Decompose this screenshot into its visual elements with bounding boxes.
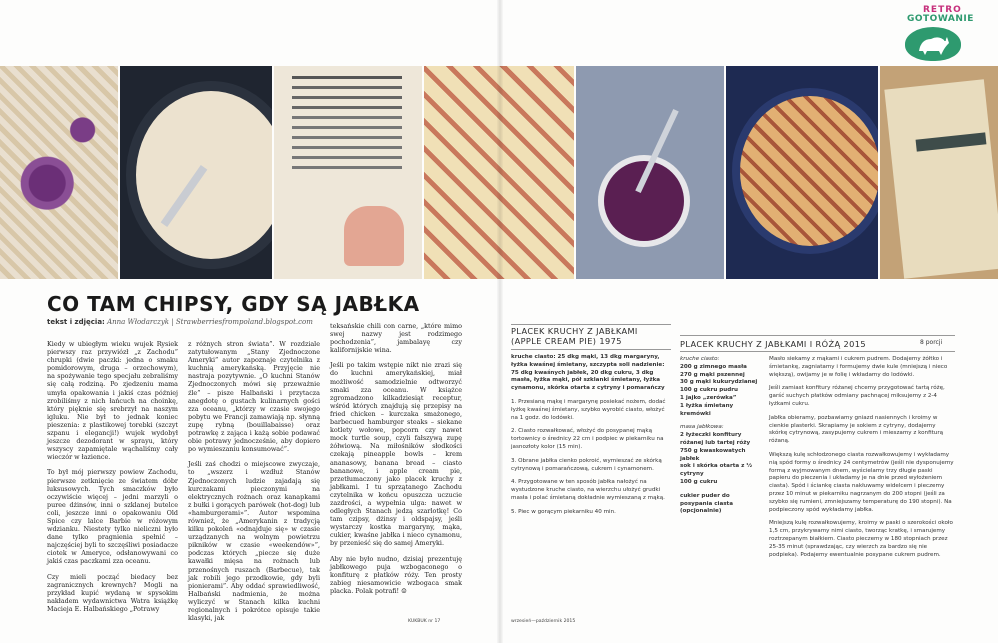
byline-author: Anna Włodarczyk | Strawberriesfrompoland.blogspot.com — [107, 318, 313, 326]
retro-cooking-badge — [905, 5, 974, 63]
ingredient-item: 270 g mąki pszennej — [680, 371, 745, 378]
recipe-1-step: 5. Piec w gorącym piekarniku 40 min. — [511, 508, 616, 515]
paragraph: Kiedy w ubiegłym wieku wujek Rysiek pierwszy raz przywiózł „z Zachodu” chrupki (dwie paczki: jedna o smaku pomidorowym, druga – orzechowym), na spożywanie tego specjału zebraliśmy się całą rodziną. Po zjedzeniu mama umyła opakowania i jakiś czas później zrobiliśmy z nich łańcuch na choinkę, który pięknie się srebrzył na naszym igluku. Nie był to jednak koniec pieszenia: z plastikowej torebki (szczyt szpanu i elegancji!) wujek wydobył jeszcze dezodorant w sprayu, który wszyscy zapamiętale wąchaliśmy cały wieczór w łazience. — [47, 340, 178, 462]
paragraph: Czy mieli począć biedacy bez zagranicznych krewnych? Mogli na przykład kupić wydaną w spysokim nakładem wydawnictwa Watra książkę Macieja E. Halbańskiego „Potrawy — [47, 572, 178, 613]
paragraph: z różnych stron świata”. W rozdziale zatytułowanym „Stany Zjednoczone Ameryki” autor zapoznaje czytelnika z kuchnią amerykańską. Przyjęcie nie nastraja pozytywnie. „O kuchni Stanów Zjednoczonych mówi się przeważnie źle” – pisze Halbański i przytacza anegdotę o gustach kulinarnych gości zza oceanu, „którzy w czasie swojego pobytu we Francji zamawiają np. słynną zupę rybną (bouillabaisse) oraz potrawkę z zająca i każą sobie podawać obie potrawy jednocześnie, aby dopiero po wymieszaniu konsumować”. — [188, 340, 320, 454]
recipe-2-method — [769, 356, 955, 565]
article-title: CO TAM CHIPSY, GDY SĄ JABŁKA — [47, 292, 420, 316]
ingredient-item: 1 łyżka śmietany kremówki — [680, 402, 734, 417]
paragraph: Jeśli po takim wstępie nikt nie zrazi się do kuchni amerykańskiej, miał możliwość samodzielnie odtworzyć smaki zza oceanu. W książce zgromadzono kilkadziesiąt receptur, wśród których znajdują się przepisy na fried chicken – kurczaka smażonego, barbecued hamburger steaks – siekane kotlety wołowe, popcorn czy nawet mock turtle soup, czyli fałszywą zupę żółwiową. Na miłośników słodkości czekają pineapple bowls – krem ananasowy, banana bread – ciasto bananowe, i apple cream pie, przetłumaczony jako placek kruchy z jabłkami. I tu sprzątanego Zachodu czytelnika w końcu opuszcza uczucie zazdrości, a wypełnia ulga: nawet w odległych Stanach jedzą szarlotkę! Co tam czipsy, dżinsy i oldspajsy, jeśli wystarczy kostka margaryny, mąka, cukier, kwaśne jabłka i nieco cynamonu, by przenieść się do samej Ameryki. — [330, 361, 462, 548]
byline-label: tekst i zdjęcia: — [47, 318, 105, 326]
recipe-1-step: 2. Ciasto rozwałkować, włożyć do posypanej mąką tortownicy o średnicy 22 cm i podpiec w piekarniku na jasnozłoty kolor (15 min). — [511, 428, 664, 450]
paragraph: teksańskie chili con carne, „które mimo swej nazwy jest rodzimego pochodzenia”, jambalayę czy kalifornijskie wina. — [330, 322, 462, 355]
ingredient-item: 100 g cukru — [680, 478, 718, 485]
paragraph: Aby nie było nudno, dzisiaj prezentuję jabłkowego puja wzbogaconego o konfiturę z płatków róży. Ten prosty zabieg niesamowicie wzbogaca smak placka. Polak potrafi! ☺ — [330, 554, 462, 595]
photo-baked-pie — [726, 66, 878, 279]
recipe-2-rule — [680, 351, 955, 352]
recipe-1-body — [511, 354, 669, 523]
ingredient-item: 200 g zimnego masła — [680, 363, 747, 370]
ingredient-item: cukier puder do posypania ciasta (opcjonalnie) — [680, 492, 734, 515]
recipe-1-title — [511, 326, 671, 346]
recipe-1-step: 1. Przesianą mąkę i margarynę posiekać nożem, dodać łyżkę kwaśnej śmietany, szybko wyrobić ciasto, włożyć na 1 godz. do lodówki. — [511, 398, 666, 421]
recipe-1-step: 3. Obrane jabłka cienko pokroić, wymieszać ze skórką cytrynową i pomarańczową, cukrem i cynamonem. — [511, 457, 662, 472]
article-column-3 — [330, 322, 462, 602]
recipe-2-servings: 8 porcji — [920, 339, 943, 346]
recipe-1-step: 4. Przygotowane w ten sposób jabłka nałożyć na wystudzone kruche ciasto, na wierzchu ułożyć grudki masła i polać śmietaną dokładnie wymieszaną z mąką. — [511, 479, 665, 501]
paragraph: Jeśli zaś chodzi o miejscowe zwyczaje, to „wszerz i wzdłuż Stanów Zjednoczonych ludzie zajadają się kurczakami pieczonymi na elektrycznych rożnach oraz kanapkami z bułki i gorących parówek (hot-dog) lub «hamburgerami»”. Autor wspomina również, że „Amerykanin z tradycją kilku pokoleń «odnajduje się» w czasie urządzanych na wolnym powietrzu pikników w czasie «weekendów»”, podczas których „piecze się duże kawałki mięsa na rożnach lub przenośnych ruszach (Barbecue), tak jak robili jego przodkowie, gdy byli pionierami”. Aby oddać sprawiedliwość, Halbański nadmienia, że można wyliczyć w Stanach kilka kuchni regionalnych i pokrótce opisuje takie klasyki, jak — [188, 460, 320, 623]
photo-butter-sugar-roses — [0, 66, 118, 279]
byline — [47, 318, 313, 326]
ingredient-group-label: masa jabłkowa: — [680, 424, 724, 431]
recipe-2-step: Mniejszą kulę rozwałkowujemy, kroimy w paski o szerokości około 1,5 cm, przykrywamy nimi ciasto, tworząc kratkę, i smarujemy roztrzepanym białkiem. Ciasto pieczemy w 180 stopniach przez 25-35 minut (sprawdzając, czy wierzch za bardzo się nie podpieka). Podajemy ewentualnie posypane cukrem pudrem. — [769, 520, 953, 558]
recipe-2-step: Większą kulę schłodzonego ciasta rozwałkowujemy i wykładamy nią spód formy o średnicy 24 centymetrów (jeśli nie dysponujemy formą z wyjmowanym dnem, wyścielamy trzy długie paski papieru do pieczenia i układamy je na dnie przed wyłożeniem ciasta). Spód i ściankę ciasta nakłuwamy widelcem i pieczemy przez 10 minut w piekarniku nagrzanym do 200 stopni (jeśli za szybko się rumieni, zmniejszamy temperaturę do 190 stopni). Na podpieczony spód wykładamy jabłka. — [769, 451, 954, 513]
article-column-1 — [47, 340, 178, 620]
photo-book-cover — [880, 66, 998, 279]
ingredient-item: 2 łyżeczki konfitury różanej lub tartej róży — [680, 432, 751, 446]
horse-emblem-icon — [905, 27, 961, 61]
recipe-1-ingredients: kruche ciasto: 25 dkg mąki, 13 dkg margaryny, łyżka kwaśnej śmietany, szczypta soli nadzienie: 75 dkg kwaśnych jabłek, 20 dkg cukru, 3 dkg masła, łyżka mąki, pół szklanki śmietany, łyżka cynamonu, skórka otarta z cytryny i pomarańczy — [511, 354, 665, 392]
photo-old-cookbook-page — [274, 66, 422, 279]
recipe-1-rule — [511, 324, 671, 325]
folio-right: wrzesień—październik 2015 — [511, 619, 576, 624]
recipe-2-step: Masło siekamy z mąkami i cukrem pudrem. Dodajemy żółtko i śmietankę, zagniatamy i formujemy dwie kule (mniejszą i nieco większą), owijamy je w folię i wkładamy do lodówki. — [769, 356, 948, 378]
ingredient-item: 100 g cukru pudru — [680, 387, 739, 394]
ingredient-group-label: kruche ciasto: — [680, 356, 720, 362]
recipe-2-ingredients — [680, 356, 760, 522]
photo-crust-in-tin — [120, 66, 272, 279]
badge-retro-text: RETRO — [923, 5, 962, 15]
recipe-2-rule — [680, 335, 955, 336]
recipe-2-step: Jeśli zamiast konfitury różanej chcemy przygotować tartą różę, garść suchych płatków odmiany pachnącej miksujemy z 2-4 łyżkami cukru. — [769, 385, 945, 407]
recipe-1-title-line-1: PLACEK KRUCHY Z JABŁKAMI — [511, 326, 638, 336]
recipe-1-title-line-2: (APPLE CREAM PIE) 1975 — [511, 336, 622, 346]
ingredient-item: sok i skórka otarta z ½ cytryny — [680, 463, 753, 478]
page-gutter — [497, 0, 503, 643]
paragraph: To był mój pierwszy powiew Zachodu, pierwsze zetknięcie ze światem dóbr luksusowych. Tych smaczków było oczywiście więcej – jedni marzyli o puree dżinsów, inni o szklanej butelce coli, jeszcze inni o opakowaniu Old Spice czy lalce Barbie w różowym wdzianku. Niestety tylko nieliczni było dane tylko pragnienia spełnić – najczęściej byli to szczęśliwi posiadacze ciotek w Ameryce, odsłanowywani co jakiś czas paczkami zza oceanu. — [47, 468, 178, 566]
article-column-2 — [188, 340, 320, 629]
photo-rose-jam-bowl — [576, 66, 724, 279]
badge-main-text: GOTOWANIE — [907, 14, 974, 24]
ingredient-item: 1 jajko „zerówka” — [680, 394, 737, 401]
folio-left: KUKBUK nr 17 — [408, 619, 441, 624]
recipe-1-rule — [511, 349, 671, 350]
ingredient-item: 750 g kwaskowatych jabłek — [680, 447, 746, 462]
ingredient-item: 30 g mąki kukurydzianej — [680, 379, 758, 386]
recipe-2-title: PLACEK KRUCHY Z JABŁKAMI I RÓŻĄ 2015 — [680, 339, 866, 349]
recipe-2-step: Jabłka obieramy, pozbawiamy gniazd nasiennych i kroimy w cienkie plasterki. Skrapiamy je sokiem z cytryny, dodajemy skórkę cytrynową, zasypujemy cukrem i mieszamy z konfiturą różaną. — [769, 414, 944, 445]
